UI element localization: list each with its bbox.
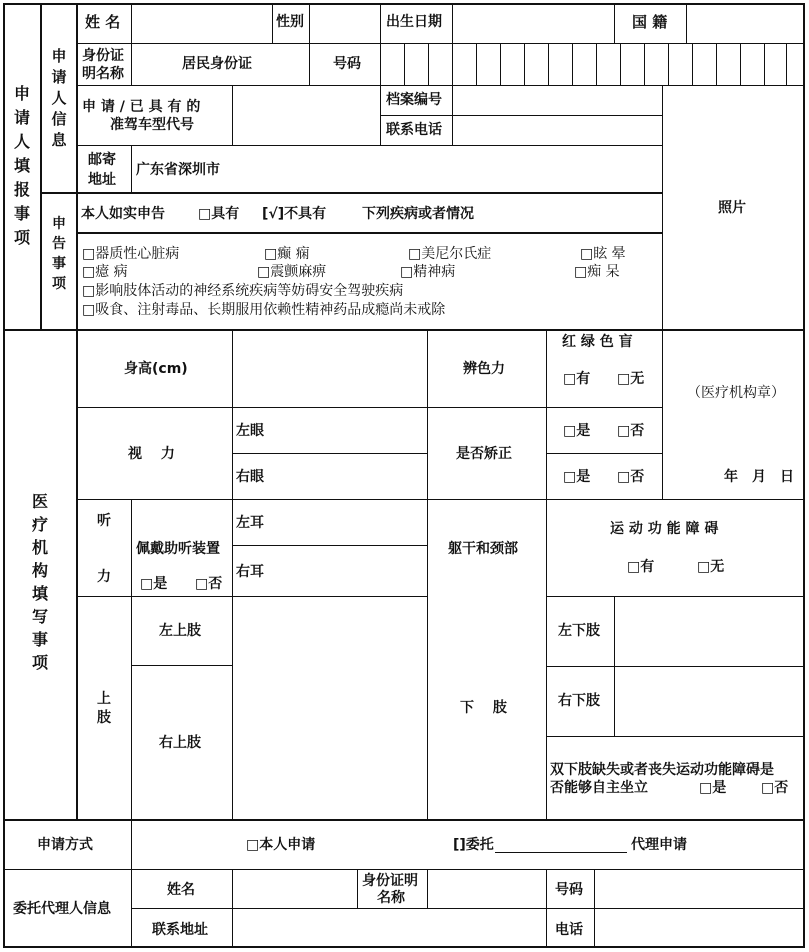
divider bbox=[380, 3, 381, 146]
address-label-2: 地址 bbox=[88, 172, 116, 188]
address-value: 广东省深圳市 bbox=[136, 162, 220, 178]
divider bbox=[380, 115, 662, 116]
color-blind-label: 红 绿 色 盲 bbox=[562, 334, 633, 350]
vehicle-class-label-2: 准驾车型代号 bbox=[110, 117, 194, 133]
lower-limb-label: 下 肢 bbox=[460, 700, 507, 716]
agent-id-doc-label-1: 身份证明 bbox=[362, 873, 418, 889]
gender-label: 性别 bbox=[276, 14, 304, 30]
divider bbox=[232, 453, 427, 454]
right-ear-label: 右耳 bbox=[236, 564, 264, 580]
right-corrected-no-checkbox[interactable]: □否 bbox=[617, 469, 645, 485]
divider bbox=[77, 596, 427, 597]
divider bbox=[232, 545, 427, 546]
lower-limb-question-1: 双下肢缺失或者丧失运动功能障碍是 bbox=[550, 762, 774, 778]
left-eye-label: 左眼 bbox=[236, 423, 264, 439]
disease-hysteria-checkbox[interactable]: □癔 病 bbox=[82, 264, 128, 280]
agent-address-label: 联系地址 bbox=[152, 922, 208, 938]
divider bbox=[77, 85, 804, 86]
disease-meniere-checkbox[interactable]: □美尼尔氏症 bbox=[408, 246, 492, 262]
hearing-label-2: 力 bbox=[97, 569, 111, 585]
upper-limb-label-1: 上 bbox=[97, 691, 111, 707]
right-eye-label: 右眼 bbox=[236, 469, 264, 485]
lower-limb-question-2: 否能够自主坐立 bbox=[550, 780, 648, 796]
group-declare-label: 申 告 事 项 bbox=[52, 216, 66, 292]
left-lower-limb-label: 左下肢 bbox=[558, 623, 600, 639]
vision-label: 视 力 bbox=[128, 446, 175, 462]
id-doc-value: 居民身份证 bbox=[182, 56, 252, 72]
self-apply-checkbox[interactable]: □本人申请 bbox=[246, 837, 316, 853]
right-lower-limb-label: 右下肢 bbox=[558, 693, 600, 709]
border-bottom bbox=[3, 946, 805, 948]
vehicle-class-label-1: 申 请 / 已 具 有 的 bbox=[82, 99, 201, 115]
divider bbox=[452, 3, 453, 44]
divider bbox=[131, 146, 132, 193]
color-blind-yes-checkbox[interactable]: □有 bbox=[563, 371, 591, 387]
divider bbox=[77, 407, 662, 408]
id-number-label: 号码 bbox=[333, 56, 361, 72]
disease-tremor-checkbox[interactable]: □震颤麻痹 bbox=[257, 264, 327, 280]
id-doc-label-1: 身份证 bbox=[82, 48, 124, 64]
group-info-label: 申 请 人 信 息 bbox=[51, 47, 67, 149]
divider bbox=[357, 870, 358, 908]
section-medical-label: 医 疗 机 构 填 写 事 项 bbox=[31, 492, 48, 672]
declaration-suffix: 下列疾病或者情况 bbox=[362, 206, 474, 222]
name-label: 姓 名 bbox=[85, 13, 121, 31]
medical-stamp-label: （医疗机构章） bbox=[687, 385, 785, 401]
entrust-suffix-label: 代理申请 bbox=[631, 837, 687, 853]
border-top bbox=[3, 3, 805, 5]
agent-id-doc-label-2: 名称 bbox=[377, 890, 405, 906]
hearing-aid-no-checkbox[interactable]: □否 bbox=[195, 576, 223, 592]
divider bbox=[546, 870, 547, 947]
nationality-label: 国 籍 bbox=[632, 13, 668, 31]
hearing-label-1: 听 bbox=[97, 513, 111, 529]
color-discrimination-label: 辨色力 bbox=[463, 361, 505, 377]
photo-label: 照片 bbox=[718, 200, 746, 216]
motor-yes-checkbox[interactable]: □有 bbox=[627, 559, 655, 575]
right-upper-limb-label: 右上肢 bbox=[159, 735, 201, 751]
address-label-1: 邮寄 bbox=[88, 152, 116, 168]
motor-no-checkbox[interactable]: □无 bbox=[697, 559, 725, 575]
left-ear-label: 左耳 bbox=[236, 515, 264, 531]
corrected-label: 是否矫正 bbox=[456, 446, 512, 462]
divider bbox=[41, 192, 663, 194]
entrust-blank-line bbox=[495, 852, 627, 853]
border-right bbox=[803, 3, 805, 948]
declaration-prefix: 本人如实申告 bbox=[81, 206, 165, 222]
height-label: 身高(cm) bbox=[124, 361, 188, 377]
divider bbox=[232, 330, 233, 820]
date-label: 年 月 日 bbox=[724, 469, 794, 485]
divider bbox=[662, 330, 663, 500]
birth-date-label: 出生日期 bbox=[386, 14, 442, 30]
divider bbox=[452, 86, 453, 146]
divider bbox=[546, 666, 804, 667]
section-applicant-label: 申 请 人 填 报 事 项 bbox=[13, 84, 30, 247]
divider bbox=[272, 3, 273, 44]
divider bbox=[546, 736, 804, 737]
divider bbox=[546, 330, 547, 820]
agent-info-label: 委托代理人信息 bbox=[13, 901, 111, 917]
disease-mental-checkbox[interactable]: □精神病 bbox=[400, 264, 456, 280]
application-method-label: 申请方式 bbox=[37, 837, 93, 853]
divider bbox=[77, 145, 663, 146]
divider bbox=[77, 43, 804, 44]
agent-name-label: 姓名 bbox=[167, 882, 195, 898]
disease-vertigo-checkbox[interactable]: □眩 晕 bbox=[580, 246, 626, 262]
agent-phone-label: 电话 bbox=[555, 922, 583, 938]
divider bbox=[131, 500, 132, 820]
torso-neck-label: 躯干和颈部 bbox=[448, 541, 518, 557]
entrust-checkbox[interactable]: []委托 bbox=[453, 837, 494, 853]
divider bbox=[614, 3, 615, 44]
divider bbox=[594, 870, 595, 947]
divider bbox=[131, 820, 132, 947]
divider bbox=[131, 665, 232, 666]
agent-id-number-label: 号码 bbox=[555, 882, 583, 898]
divider bbox=[546, 596, 804, 597]
divider bbox=[3, 869, 805, 870]
phone-label: 联系电话 bbox=[386, 122, 442, 138]
upper-limb-label-2: 肢 bbox=[97, 710, 111, 726]
divider bbox=[686, 3, 687, 44]
disease-heart-checkbox[interactable]: □器质性心脏病 bbox=[82, 246, 180, 262]
divider bbox=[546, 453, 662, 454]
disease-neuro-checkbox[interactable]: □影响肢体活动的神经系统疾病等妨碍安全驾驶疾病 bbox=[82, 283, 404, 299]
border-left bbox=[3, 3, 5, 948]
file-number-label: 档案编号 bbox=[386, 92, 442, 108]
divider bbox=[232, 870, 233, 947]
divider bbox=[662, 86, 663, 330]
divider bbox=[427, 330, 428, 820]
divider bbox=[131, 3, 132, 86]
divider bbox=[3, 329, 805, 331]
divider bbox=[427, 870, 428, 908]
id-doc-label-2: 明名称 bbox=[82, 66, 124, 82]
divider bbox=[77, 499, 804, 500]
disease-dementia-checkbox[interactable]: □痴 呆 bbox=[574, 264, 620, 280]
hearing-aid-yes-checkbox[interactable]: □是 bbox=[140, 576, 168, 592]
color-blind-no-checkbox[interactable]: □无 bbox=[617, 371, 645, 387]
left-corrected-yes-checkbox[interactable]: □是 bbox=[563, 423, 591, 439]
divider bbox=[232, 86, 233, 146]
declare-has-checkbox[interactable]: □具有 bbox=[198, 206, 240, 222]
divider bbox=[76, 3, 78, 820]
divider bbox=[77, 232, 663, 234]
disease-drugs-checkbox[interactable]: □吸食、注射毒品、长期服用依赖性精神药品成瘾尚未戒除 bbox=[82, 302, 446, 318]
seated-yes-checkbox[interactable]: □是 bbox=[699, 780, 727, 796]
divider bbox=[614, 597, 615, 737]
left-corrected-no-checkbox[interactable]: □否 bbox=[617, 423, 645, 439]
divider bbox=[309, 3, 310, 86]
divider bbox=[40, 3, 42, 330]
divider bbox=[3, 819, 805, 821]
hearing-aid-label: 佩戴助听装置 bbox=[136, 541, 220, 557]
disease-epilepsy-checkbox[interactable]: □癫 痫 bbox=[264, 246, 310, 262]
motor-impairment-label: 运 动 功 能 障 碍 bbox=[610, 521, 719, 537]
left-upper-limb-label: 左上肢 bbox=[159, 623, 201, 639]
declare-not-has-checkbox[interactable]: [√]不具有 bbox=[262, 206, 327, 222]
seated-no-checkbox[interactable]: □否 bbox=[761, 780, 789, 796]
right-corrected-yes-checkbox[interactable]: □是 bbox=[563, 469, 591, 485]
